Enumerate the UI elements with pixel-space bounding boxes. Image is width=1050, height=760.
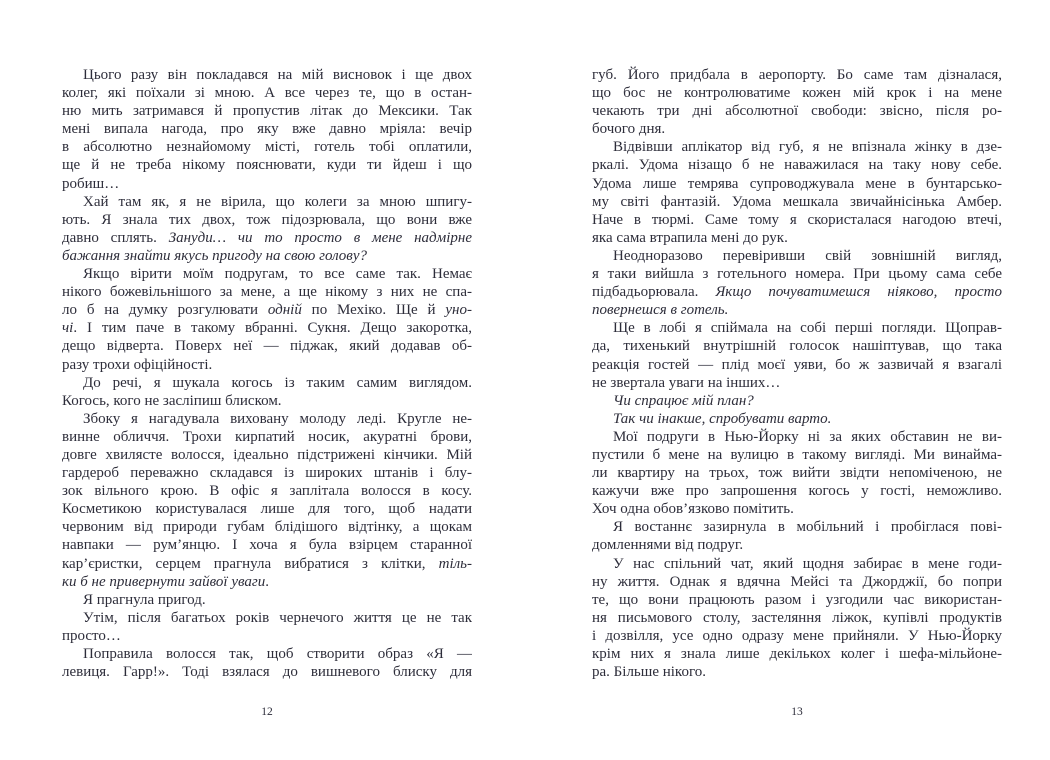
- text-line: [62, 66, 472, 84]
- page-number-right: 13: [791, 706, 803, 718]
- text-line: [62, 301, 472, 319]
- text-line: [592, 518, 1002, 536]
- italic-text-run: Так чи інакше, спробувати варто.: [613, 410, 832, 427]
- text-run: колег, які поїхали зі мною. А все через те, що в остан-: [62, 85, 472, 102]
- text-run: те, що вони працюють разом і узгодили час використан-: [592, 591, 1002, 608]
- text-run: У нас спільний чат, який щодня забирає в мене годи-: [613, 555, 1002, 572]
- text-line: [592, 102, 1002, 120]
- text-run: ня письмового столу, застеляння ліжок, купівлі продуктів: [592, 609, 1002, 626]
- text-line: [62, 319, 472, 337]
- text-line: [592, 536, 1002, 554]
- text-run: ще й не треба нікому пояснювати, куди ти йдеш і що: [62, 157, 472, 174]
- text-line: [592, 500, 1002, 518]
- text-run: . І тим паче в такому вбранні. Сукня. Дещо закоротка,: [73, 320, 472, 337]
- text-run: кажучи вже про запрошення когось у гості, неможливо.: [592, 483, 1002, 500]
- text-run: ну життя. Однак я вдячна Мейсі та Джорджії, бо попри: [592, 573, 1002, 590]
- text-line: [62, 573, 472, 591]
- text-run: домленнями від подруг.: [592, 537, 744, 554]
- text-run: крім них я знала лише декількох колег і шефа-мільйоне-: [592, 646, 1002, 662]
- text-run: винне обличчя. Трохи кирпатий носик, акуратні брови,: [62, 428, 472, 445]
- text-run: підбадьорювала.: [592, 284, 716, 301]
- text-run: просто…: [62, 627, 121, 644]
- text-line: [62, 518, 472, 536]
- text-run: в абсолютно незнайомому місті, готель тобі оплатили,: [62, 139, 472, 156]
- text-line: [592, 84, 1002, 102]
- text-line: [592, 247, 1002, 265]
- text-run: Косметикою користувалася лише для того, щоб надати: [62, 501, 472, 518]
- text-run: дещо відверта. Поверх неї — піджак, який додавав об-: [62, 338, 472, 355]
- italic-text-run: Чи спрацює мій план?: [613, 392, 754, 409]
- text-line: [62, 120, 472, 138]
- text-run: Поправила волосся так, щоб створити образ «Я —: [83, 646, 472, 662]
- text-line: [62, 464, 472, 482]
- text-run: Неодноразово перевіривши свій зовнішній вигляд,: [613, 247, 1002, 264]
- text-run: левиця. Гарр!». Тоді взялася до вишневого блиску для: [62, 664, 472, 681]
- text-run: Відвівши аплікатор від губ, я не впізнала жінку в дзе-: [613, 139, 1002, 156]
- text-line: [592, 211, 1002, 229]
- page-number-left: 12: [261, 706, 273, 718]
- text-run: Збоку я нагадувала виховану молоду леді. Кругле не-: [83, 410, 472, 427]
- text-line: [592, 482, 1002, 500]
- italic-text-run: тіль-: [438, 555, 472, 572]
- text-line: [62, 645, 472, 663]
- text-line: [592, 175, 1002, 193]
- text-line: [592, 591, 1002, 609]
- text-line: [592, 138, 1002, 156]
- text-line: [592, 301, 1002, 319]
- text-run: що бос не контролюватиме кожен мій крок і на мене: [592, 85, 1002, 102]
- text-line: [62, 663, 472, 681]
- text-line: [62, 265, 472, 283]
- text-line: [592, 645, 1002, 663]
- text-line: [62, 229, 472, 247]
- text-line: [62, 482, 472, 500]
- text-line: [592, 446, 1002, 464]
- text-line: [62, 211, 472, 229]
- text-line: [62, 356, 472, 374]
- text-line: [62, 428, 472, 446]
- text-run: мені випала нагода, про яку вже давно мріяла: вечір: [62, 121, 472, 138]
- text-run: давно сплять.: [62, 229, 169, 246]
- text-line: [62, 392, 472, 410]
- text-run: Удома лише темрява супроводжувала мене в бунтарсько-: [592, 175, 1002, 192]
- text-line: [592, 66, 1002, 84]
- text-line: [592, 374, 1002, 392]
- text-line: [592, 464, 1002, 482]
- text-run: ркалі. Удома нізащо б не наважилася на таку нову себе.: [592, 157, 1002, 174]
- text-line: [592, 156, 1002, 174]
- text-line: [62, 536, 472, 554]
- text-line: [62, 555, 472, 573]
- text-line: [62, 374, 472, 392]
- text-run: бочого дня.: [592, 121, 666, 138]
- text-line: [592, 337, 1002, 355]
- text-run: .: [265, 573, 270, 590]
- text-run: разу трохи офіційності.: [62, 356, 213, 373]
- text-run: червоним від природи губам блідішого відтінку, а щокам: [62, 519, 472, 536]
- text-run: ра. Більше нікого.: [592, 664, 706, 681]
- text-run: ють. Я знала тих двох, тож підозрювала, що вони вже: [62, 211, 472, 228]
- text-run: не звертала уваги на інших…: [592, 374, 781, 391]
- text-line: [592, 229, 1002, 247]
- italic-text-run: одній: [267, 302, 302, 319]
- text-line: [62, 247, 472, 265]
- text-run: Утім, після багатьох років чернечого життя це не так: [83, 609, 472, 626]
- italic-text-run: повернешся в готель.: [592, 302, 729, 319]
- text-run: Наче в тюрмі. Саме тому я скористалася нагодою втечі,: [592, 211, 1002, 228]
- text-line: [62, 591, 472, 609]
- text-line: [62, 337, 472, 355]
- text-line: [592, 627, 1002, 645]
- text-run: гардероб переважно складався із широких штанів і блу-: [62, 465, 472, 482]
- text-line: [62, 410, 472, 428]
- text-run: пустили б мене на вулицю в такому вигляді. Ми винайма-: [592, 446, 1002, 463]
- text-line: [62, 609, 472, 627]
- text-line: [592, 265, 1002, 283]
- text-run: Хоч одна обов’язково помітить.: [592, 501, 794, 518]
- text-run: ло б на думку розгулювати: [62, 302, 268, 319]
- text-line: [62, 156, 472, 174]
- text-run: Цього разу він покладався на мій висновок і ще двох: [83, 67, 472, 83]
- text-line: [62, 500, 472, 518]
- italic-text-run: Якщо почуватимешся ніяково, просто: [715, 284, 1002, 301]
- text-run: До речі, я шукала когось із таким самим виглядом.: [83, 374, 472, 391]
- text-run: Когось, кого не засліпиш блиском.: [62, 392, 282, 409]
- text-line: [62, 175, 472, 193]
- text-run: ли квартиру на трьох, тож вийти звідти непоміченою, не: [592, 465, 1002, 482]
- page-13-text-column: [592, 66, 1002, 681]
- text-run: Ще в лобі я спіймала на собі перші погляди. Щоправ-: [613, 320, 1002, 337]
- page-12-text-column: [62, 66, 472, 681]
- italic-text-run: чі: [62, 320, 74, 337]
- text-run: Я востаннє зазирнула в мобільний і пробіглася пові-: [613, 519, 1002, 536]
- text-line: [62, 193, 472, 211]
- text-run: робиш…: [62, 175, 120, 192]
- text-line: [62, 446, 472, 464]
- text-run: ню мить затримався й пропустив літак до Мексики. Так: [62, 103, 472, 120]
- italic-text-run: бажання знайти якусь пригоду на свою голову?: [62, 247, 367, 264]
- italic-text-run: Зануди… чи то просто в мене надмірне: [168, 229, 472, 246]
- text-line: [592, 555, 1002, 573]
- text-line: [592, 193, 1002, 211]
- text-run: яка сама втрапила мені до рук.: [592, 229, 788, 246]
- text-run: губ. Його придбала в аеропорту. Бо саме там дізналася,: [592, 67, 1002, 83]
- text-run: кар’єристки, серцем прагнула вибратися з клітки,: [62, 555, 439, 572]
- text-run: нікого божевільнішого за мене, а ще нікому з них не спа-: [62, 284, 472, 301]
- text-run: Якщо вірити моїм подругам, то все саме так. Немає: [83, 266, 472, 283]
- text-line: [592, 283, 1002, 301]
- text-run: я таки вийшла з готельного номера. При цьому сама себе: [592, 266, 1002, 283]
- text-line: [592, 609, 1002, 627]
- text-run: і дозвілля, усе одно одразу мене прийняли. У Нью-Йорку: [592, 627, 1002, 644]
- text-run: чекають три дні абсолютної свободи: звісно, після ро-: [592, 103, 1002, 120]
- text-line: [592, 663, 1002, 681]
- text-run: Хай там як, я не вірила, що колеги за мною шпигу-: [83, 193, 472, 210]
- text-line: [592, 356, 1002, 374]
- text-run: Мої подруги в Нью-Йорку ні за яких обставин не ви-: [613, 428, 1002, 445]
- text-line: [62, 627, 472, 645]
- text-run: зок вільного крою. В офіс я заплітала волосся в косу.: [62, 483, 472, 500]
- text-line: [62, 283, 472, 301]
- text-line: [592, 392, 1002, 410]
- text-line: [62, 84, 472, 102]
- text-run: Я прагнула пригод.: [83, 591, 206, 608]
- text-run: довге хвилясте волосся, ідеально підстрижені кінчики. Мій: [62, 446, 472, 463]
- text-line: [62, 102, 472, 120]
- text-line: [592, 120, 1002, 138]
- text-run: да, тихенький внутрішній голосок нашіптував, що така: [592, 338, 1002, 355]
- italic-text-run: уно-: [445, 302, 472, 319]
- text-line: [592, 428, 1002, 446]
- text-run: реакція гостей — плід моєї уяви, бо ж зазвичай я взагалі: [592, 356, 1002, 373]
- text-line: [592, 573, 1002, 591]
- text-run: по Мехіко. Ще й: [301, 302, 446, 319]
- text-line: [592, 319, 1002, 337]
- text-run: му світі фантазій. Удома мешкала звичайнісінька Амбер.: [592, 193, 1002, 210]
- italic-text-run: ки б не привернути зайвої уваги: [62, 573, 266, 590]
- text-line: [592, 410, 1002, 428]
- text-line: [62, 138, 472, 156]
- text-run: навпаки — рум’янцю. І хоча я була взірцем старанної: [62, 537, 472, 554]
